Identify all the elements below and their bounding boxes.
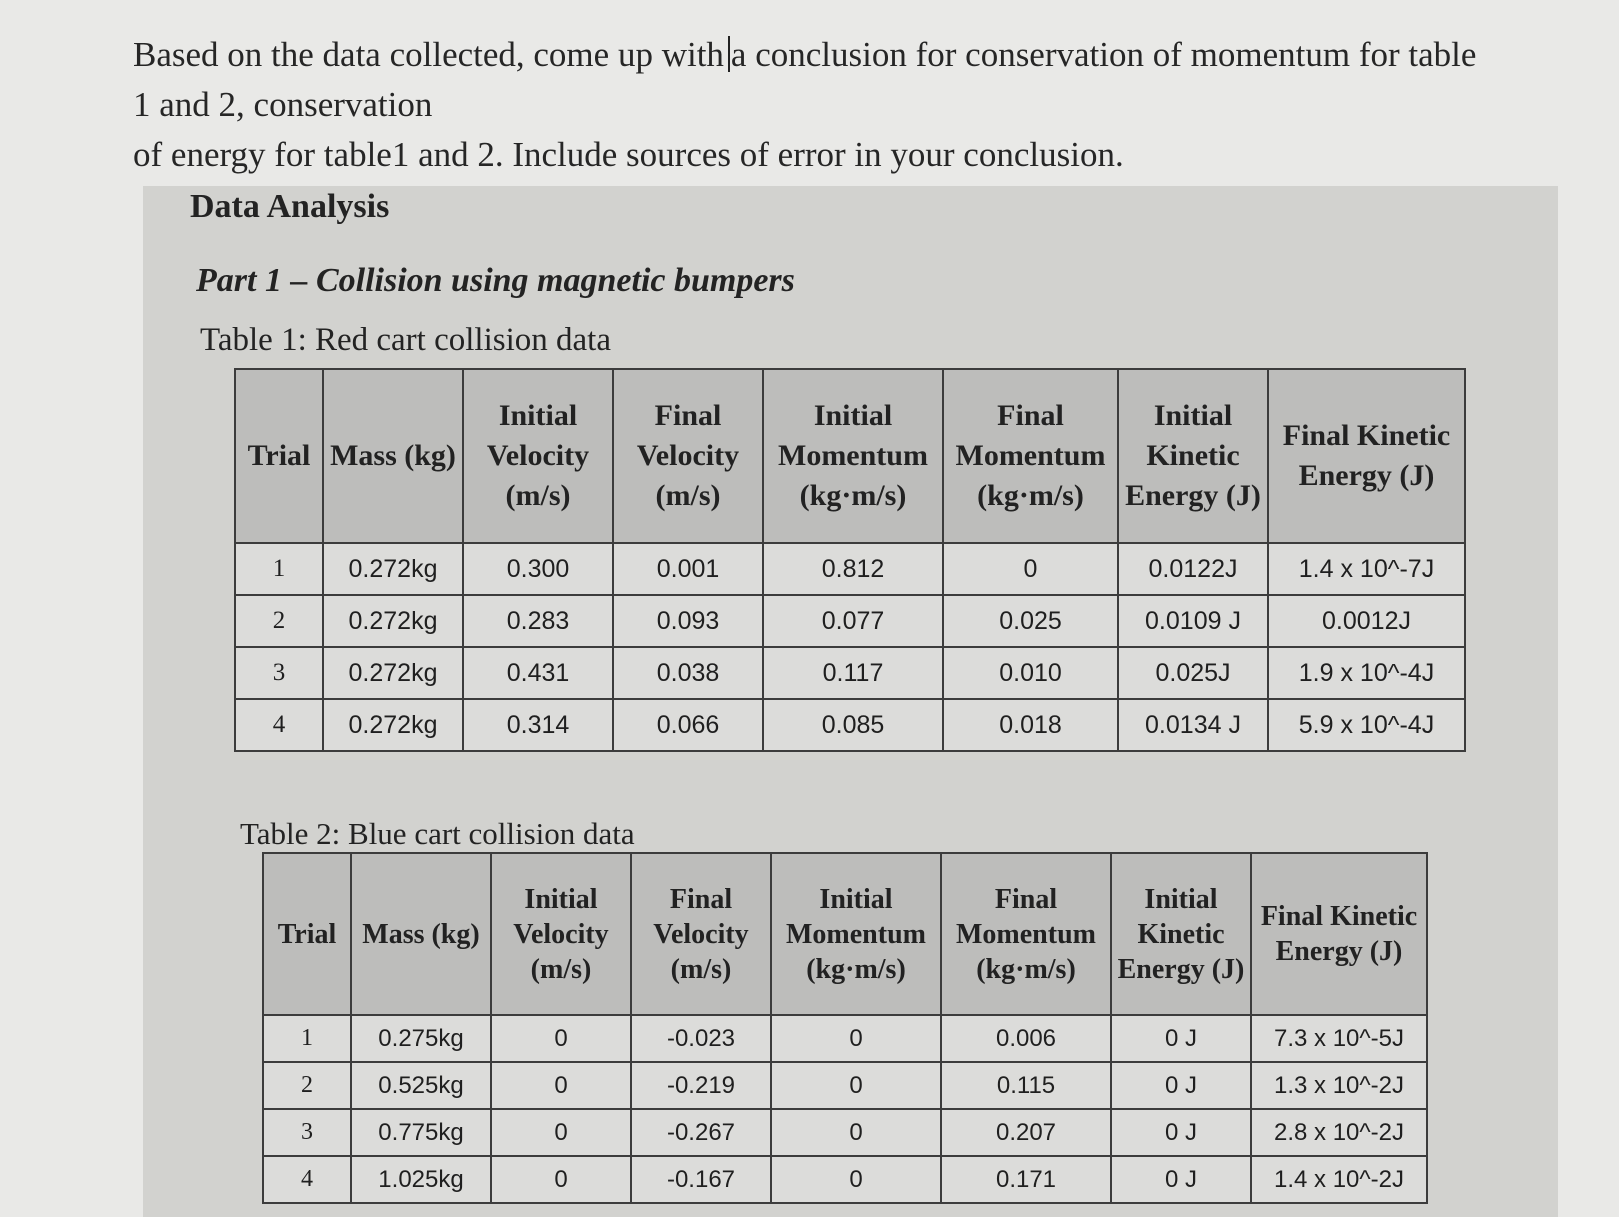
table-cell: 0.066 [613, 699, 763, 751]
table-cell: 0.272kg [323, 543, 463, 595]
table1-header-cell: Initial Velocity (m/s) [463, 369, 613, 543]
table-cell: 0.171 [941, 1156, 1111, 1203]
table-cell: 0 [491, 1109, 631, 1156]
table-cell: 7.3 x 10^-5J [1251, 1015, 1427, 1062]
table-cell: 0.272kg [323, 699, 463, 751]
table-cell: 0 [491, 1156, 631, 1203]
table-row [263, 1109, 1427, 1156]
table-cell: 0.0109 J [1118, 595, 1268, 647]
section-title: Data Analysis [190, 188, 390, 225]
table-cell: 0 [491, 1015, 631, 1062]
part-title: Part 1 – Collision using magnetic bumpers [196, 262, 795, 299]
table-cell: 0.431 [463, 647, 613, 699]
table-row [263, 1156, 1427, 1203]
table-cell: 0 J [1111, 1062, 1251, 1109]
table-cell: 0 [771, 1109, 941, 1156]
table-cell: 0.300 [463, 543, 613, 595]
table-cell: 0 [771, 1062, 941, 1109]
table-cell: 2 [235, 595, 323, 647]
table-cell: 0 [943, 543, 1118, 595]
table-cell: 0.275kg [351, 1015, 491, 1062]
table-cell: 0.0134 J [1118, 699, 1268, 751]
table-cell: 0.272kg [323, 647, 463, 699]
table1-header-cell: Trial [235, 369, 323, 543]
table2-header-cell: Final Momentum (kg·m/s) [941, 853, 1111, 1015]
table1-body [235, 543, 1465, 751]
prompt-line-1: Based on the data collected, come up with a conclusion for conservation of momentum for table [133, 35, 1477, 74]
table-cell: 3 [263, 1109, 351, 1156]
table-cell: 0.018 [943, 699, 1118, 751]
prompt-line-2: 1 and 2, conservation [133, 85, 433, 124]
table-cell: 0.775kg [351, 1109, 491, 1156]
table-cell: 0.001 [613, 543, 763, 595]
table-cell: 0.025 [943, 595, 1118, 647]
table-cell: 0.0012J [1268, 595, 1465, 647]
table-cell: 5.9 x 10^-4J [1268, 699, 1465, 751]
table-cell: -0.023 [631, 1015, 771, 1062]
table1-header-cell: Initial Momentum (kg·m/s) [763, 369, 943, 543]
table-cell: 0.038 [613, 647, 763, 699]
table1-header-cell: Final Kinetic Energy (J) [1268, 369, 1465, 543]
table-cell: 4 [235, 699, 323, 751]
table-cell: 0.085 [763, 699, 943, 751]
table-cell: 2.8 x 10^-2J [1251, 1109, 1427, 1156]
table-cell: 0.117 [763, 647, 943, 699]
table1-header-cell: Final Momentum (kg·m/s) [943, 369, 1118, 543]
table-row [235, 699, 1465, 751]
table2-header-cell: Initial Velocity (m/s) [491, 853, 631, 1015]
table2-header-cell: Initial Momentum (kg·m/s) [771, 853, 941, 1015]
table2-header-cell: Final Velocity (m/s) [631, 853, 771, 1015]
table-cell: 0.010 [943, 647, 1118, 699]
table-cell: -0.267 [631, 1109, 771, 1156]
text-cursor [728, 36, 730, 72]
table-cell: 4 [263, 1156, 351, 1203]
table-cell: 0.025J [1118, 647, 1268, 699]
table2-header-cell: Final Kinetic Energy (J) [1251, 853, 1427, 1015]
table-cell: 1 [263, 1015, 351, 1062]
table2-header-cell: Trial [263, 853, 351, 1015]
table1-header-cell: Final Velocity (m/s) [613, 369, 763, 543]
table-cell: 0.812 [763, 543, 943, 595]
table-cell: 3 [235, 647, 323, 699]
table-cell: 1.4 x 10^-7J [1268, 543, 1465, 595]
table-cell: 0.207 [941, 1109, 1111, 1156]
table-cell: 1.025kg [351, 1156, 491, 1203]
table2-header-cell: Initial Kinetic Energy (J) [1111, 853, 1251, 1015]
table-cell: 0.283 [463, 595, 613, 647]
table-cell: 0.093 [613, 595, 763, 647]
table-cell: 0 J [1111, 1109, 1251, 1156]
table-row [235, 647, 1465, 699]
table-row [263, 1015, 1427, 1062]
table-cell: 0.525kg [351, 1062, 491, 1109]
table-cell: 2 [263, 1062, 351, 1109]
table1-header-row [235, 369, 1465, 543]
table-cell: 1.3 x 10^-2J [1251, 1062, 1427, 1109]
table-cell: 1 [235, 543, 323, 595]
table2-header-cell: Mass (kg) [351, 853, 491, 1015]
table2-body [263, 1015, 1427, 1203]
table2-header-row [263, 853, 1427, 1015]
table1-red-cart [234, 368, 1466, 752]
table-cell: 0.077 [763, 595, 943, 647]
table-cell: 1.4 x 10^-2J [1251, 1156, 1427, 1203]
table-cell: 0.0122J [1118, 543, 1268, 595]
table2-caption: Table 2: Blue cart collision data [240, 816, 635, 851]
question-prompt [133, 30, 1553, 180]
table-cell: 0.272kg [323, 595, 463, 647]
table-cell: 0 J [1111, 1015, 1251, 1062]
table-cell: 0.314 [463, 699, 613, 751]
table-cell: -0.219 [631, 1062, 771, 1109]
table-row [263, 1062, 1427, 1109]
table-cell: 1.9 x 10^-4J [1268, 647, 1465, 699]
table-cell: 0.115 [941, 1062, 1111, 1109]
table-cell: 0.006 [941, 1015, 1111, 1062]
table1-header-cell: Mass (kg) [323, 369, 463, 543]
table-cell: -0.167 [631, 1156, 771, 1203]
table-cell: 0 [771, 1015, 941, 1062]
table-cell: 0 J [1111, 1156, 1251, 1203]
table-row [235, 543, 1465, 595]
table1-caption: Table 1: Red cart collision data [200, 322, 611, 358]
prompt-line-3: of energy for table1 and 2. Include sources of error in your conclusion. [133, 135, 1124, 174]
table-row [235, 595, 1465, 647]
table-cell: 0 [491, 1062, 631, 1109]
table1-header-cell: Initial Kinetic Energy (J) [1118, 369, 1268, 543]
table2-blue-cart [262, 852, 1428, 1204]
table-cell: 0 [771, 1156, 941, 1203]
